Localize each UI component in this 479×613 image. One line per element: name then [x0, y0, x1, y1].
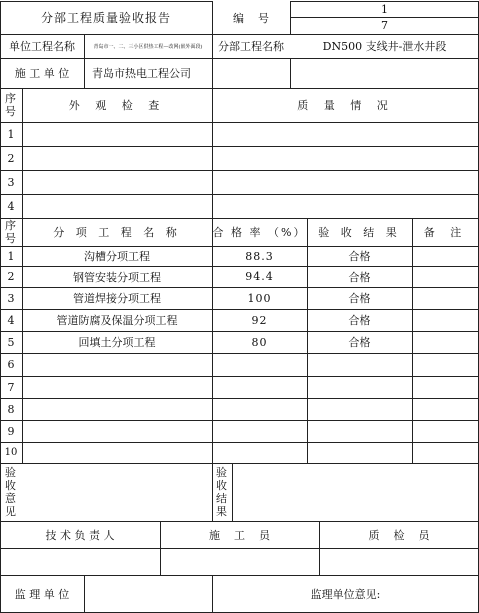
grid-line	[0, 376, 479, 377]
contractor-value: 青岛市热电工程公司	[92, 67, 191, 80]
appearance-check-header: 外 观 检 查	[68, 99, 166, 112]
subitem-row-no: 7	[7, 380, 15, 394]
subitem-row-name: 管道焊接分项工程	[73, 292, 161, 305]
supervision-unit-field[interactable]	[84, 575, 212, 612]
grid-line	[0, 442, 479, 443]
pass-rate-header: 合 格 率 （%）	[212, 226, 307, 239]
subitem-row-no: 3	[7, 291, 15, 305]
grid-line	[0, 353, 479, 354]
unit-project-label: 单位工程名称	[9, 40, 75, 53]
supervision-opinion-label: 监理单位意见:	[310, 587, 381, 601]
appearance-row-no: 2	[7, 151, 15, 165]
subitem-row-result: 合格	[348, 270, 371, 284]
grid-line	[0, 170, 479, 171]
appearance-seq-header: 序号	[5, 92, 16, 118]
constructor-label: 施 工 员	[209, 528, 270, 542]
subitem-row-rate: 100	[247, 291, 272, 305]
number-value-bottom: 7	[381, 19, 388, 32]
acceptance-result-header: 验 收 结 果	[318, 226, 401, 239]
unit-project-value: 青岛市一、二、三小区供热工程—改网(嵌外面段)	[93, 43, 203, 50]
subitem-row-rate: 94.4	[245, 270, 274, 283]
acceptance-result-area[interactable]	[232, 463, 479, 521]
subitem-row-no: 6	[7, 358, 15, 371]
grid-line	[0, 122, 479, 123]
subitem-row-result: 合格	[348, 336, 371, 349]
sub-project-value: DN500 支线井-泄水井段	[322, 40, 447, 53]
subitem-row-rate: 88.3	[245, 249, 274, 263]
acceptance-result-label: 验收结果	[216, 466, 227, 518]
quality-status-header: 质 量 情 况	[297, 99, 394, 112]
contractor-label: 施 工 单 位	[14, 67, 70, 80]
subitem-row-rate: 80	[251, 335, 268, 349]
acceptance-opinion-area[interactable]	[22, 463, 212, 521]
appearance-row-no: 4	[7, 199, 15, 213]
subitem-row-no: 2	[7, 270, 15, 283]
subitem-row-name: 钢管安装分项工程	[73, 270, 161, 284]
subitem-name-header: 分 项 工 程 名 称	[53, 226, 181, 239]
number-label: 编 号	[233, 11, 269, 25]
grid-line	[0, 420, 479, 421]
tech-lead-signature[interactable]	[0, 548, 160, 575]
subitem-row-no: 8	[7, 402, 15, 416]
subitem-row-no: 9	[7, 424, 15, 438]
grid-line	[0, 398, 479, 399]
grid-line	[290, 58, 291, 88]
remark-header: 备 注	[423, 226, 468, 239]
tech-lead-label: 技 术 负 责 人	[45, 528, 115, 542]
subitem-row-name: 沟槽分项工程	[84, 250, 150, 263]
subitem-row-no: 5	[7, 335, 15, 349]
report-title: 分部工程质量验收报告	[40, 11, 171, 25]
supervision-unit-label: 监 理 单 位	[14, 587, 70, 601]
grid-line	[412, 218, 413, 463]
appearance-row-no: 1	[7, 127, 15, 141]
subitem-row-rate: 92	[251, 313, 268, 327]
constructor-signature[interactable]	[160, 548, 319, 575]
subitem-seq-header: 序号	[5, 219, 16, 245]
subitem-row-result: 合格	[348, 314, 371, 327]
subitem-row-no: 10	[4, 447, 18, 458]
number-value-top: 1	[381, 2, 388, 16]
subitem-row-result: 合格	[348, 250, 371, 263]
subitem-row-name: 管道防腐及保温分项工程	[56, 314, 178, 327]
grid-line	[0, 194, 479, 195]
inspector-label: 质 检 员	[368, 528, 430, 542]
acceptance-opinion-label: 验收意见	[5, 466, 16, 518]
sub-project-label: 分部工程名称	[218, 40, 284, 53]
subitem-row-name: 回填土分项工程	[78, 336, 156, 349]
inspector-signature[interactable]	[319, 548, 479, 575]
grid-line	[0, 146, 479, 147]
subitem-row-no: 1	[7, 249, 15, 263]
subitem-row-no: 4	[7, 313, 15, 327]
subitem-row-result: 合格	[348, 292, 371, 305]
appearance-row-no: 3	[7, 175, 15, 189]
